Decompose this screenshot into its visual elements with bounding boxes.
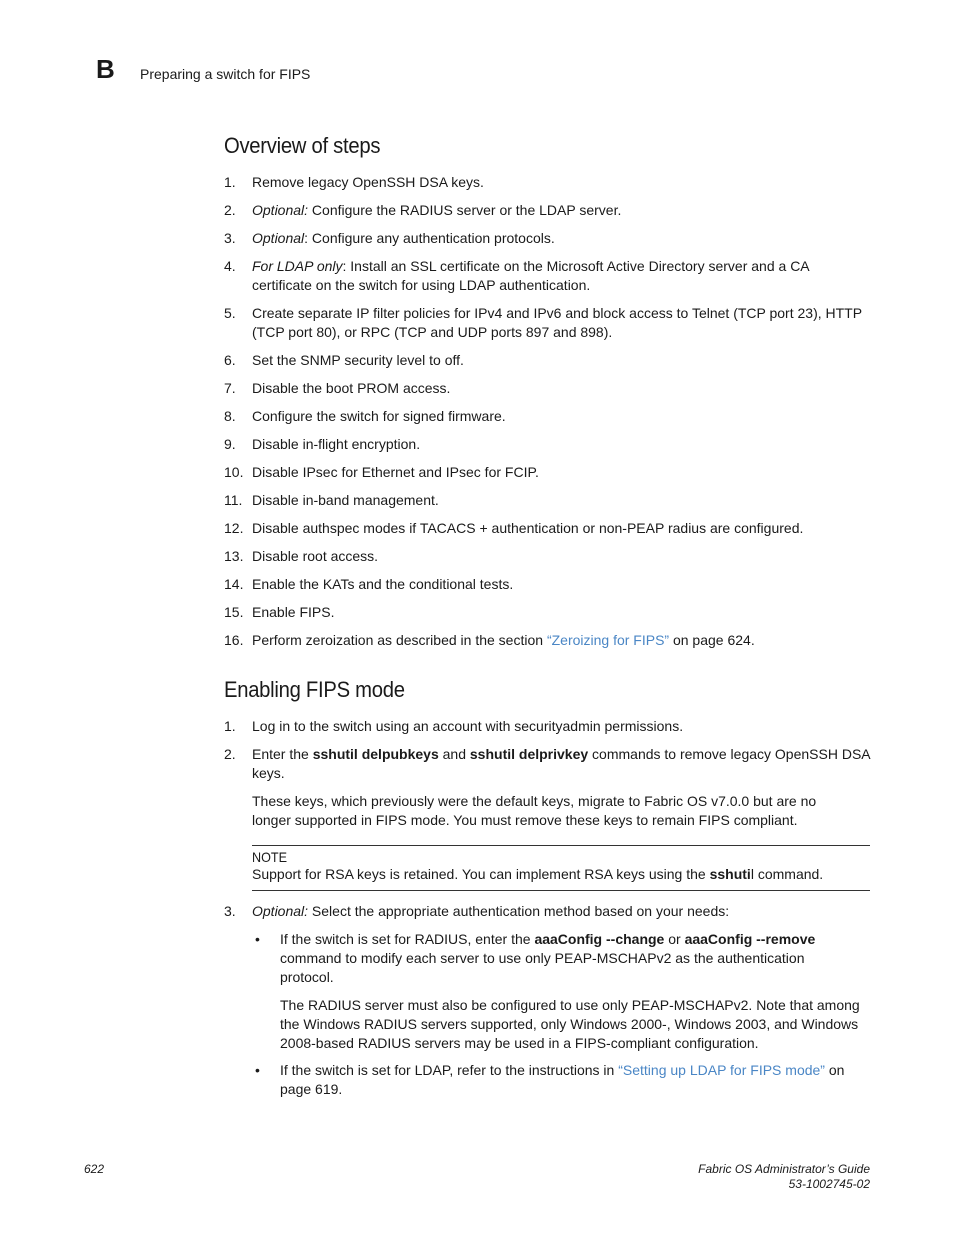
bullet-text (280, 1061, 870, 1099)
command-text: sshutil delpubkeys (312, 746, 439, 762)
overview-step-text (252, 304, 862, 342)
text-run: : Configure any authentication protocols. (304, 230, 555, 246)
text-run: Perform zeroization as described in the section (252, 632, 547, 648)
overview-step-text (252, 351, 862, 370)
text-run: Disable in-band management. (252, 492, 439, 508)
text-run: If the switch is set for LDAP, refer to the instructions in (280, 1062, 619, 1078)
overview-step-text (252, 547, 862, 566)
overview-step-text (252, 435, 862, 454)
overview-step-text (252, 603, 862, 622)
overview-step-text (252, 173, 862, 192)
chapter-letter: B (96, 54, 115, 84)
overview-step-text (252, 491, 862, 510)
text-run: If the switch is set for RADIUS, enter the (280, 931, 535, 947)
text-run: Disable root access. (252, 548, 379, 564)
text-run: on page 619. (280, 1062, 845, 1097)
text-run: : Install an SSL certificate on the Microsoft Active Directory server and a CA certificate on the switch for using LDAP authentication. (252, 258, 809, 293)
text-run: l command. (750, 866, 824, 882)
overview-step-text (252, 631, 862, 650)
overview-step-number: 16. (224, 632, 244, 648)
text-run: Disable in-flight encryption. (252, 436, 421, 452)
text-run: commands to remove legacy OpenSSH DSA keys. (252, 746, 870, 781)
overview-step-number: 4. (224, 258, 236, 274)
text-run: Configure the switch for signed firmware. (252, 408, 506, 424)
bullet-text (280, 930, 850, 987)
text-run: command to modify each server to use only PEAP-MSCHAPv2 as the authentication protocol. (280, 950, 805, 985)
text-run: Remove legacy OpenSSH DSA keys. (252, 174, 484, 190)
note-label: NOTE (252, 849, 288, 865)
text-run: Set the SNMP security level to off. (252, 352, 464, 368)
command-text: aaaConfig --remove (684, 931, 816, 947)
overview-step-number: 7. (224, 380, 236, 396)
note-text (252, 865, 870, 884)
overview-step-number: 3. (224, 230, 236, 246)
overview-step-text (252, 407, 862, 426)
enabling-step-number: 1. (224, 718, 236, 734)
italic-text: Optional (252, 230, 305, 246)
overview-step-text (252, 229, 862, 248)
overview-step-number: 9. (224, 436, 236, 452)
text-run: Configure the RADIUS server or the LDAP server. (308, 202, 622, 218)
overview-step-number: 13. (224, 548, 244, 564)
enabling-step-number: 3. (224, 903, 236, 919)
overview-step-number: 12. (224, 520, 244, 536)
overview-step-text (252, 519, 862, 538)
overview-step-text (252, 575, 862, 594)
bullet-icon: • (255, 931, 260, 947)
enabling-step-number: 2. (224, 746, 236, 762)
text-run: Create separate IP filter policies for IPv4 and IPv6 and block access to Telnet (TCP port 23), HTTP (TCP port 80), or RPC (TCP and UDP ports 897 and 898). (252, 305, 862, 340)
overview-step-number: 6. (224, 352, 236, 368)
book-title: Fabric OS Administrator’s Guide (698, 1162, 870, 1176)
overview-step-text (252, 257, 862, 295)
running-header: Preparing a switch for FIPS (140, 66, 311, 82)
text-run: Select the appropriate authentication method based on your needs: (308, 903, 730, 919)
text-run: Enable FIPS. (252, 604, 335, 620)
doc-number: 53-1002745-02 (788, 1177, 870, 1191)
text-run: and (438, 746, 470, 762)
text-run: Support for RSA keys is retained. You can implement RSA keys using the (252, 866, 710, 882)
overview-step-number: 11. (224, 492, 243, 508)
page-number: 622 (84, 1162, 105, 1176)
text-run: Disable IPsec for Ethernet and IPsec for FCIP. (252, 464, 539, 480)
italic-text: Optional: (252, 903, 309, 919)
step-paragraph: These keys, which previously were the default keys, migrate to Fabric OS v7.0.0 but are no longer supported in FIPS mode. You must remove these keys to remain FIPS compliant. (252, 793, 817, 828)
overview-step-text (252, 201, 862, 220)
italic-text: Optional: (252, 202, 309, 218)
command-text: sshuti (709, 866, 751, 882)
cross-reference-link[interactable]: “Setting up LDAP for FIPS mode” (618, 1062, 825, 1078)
overview-step-number: 5. (224, 305, 236, 321)
bullet-icon: • (255, 1062, 260, 1078)
enabling-heading: Enabling FIPS mode (224, 677, 405, 702)
overview-heading: Overview of steps (224, 133, 381, 158)
overview-step-text (252, 379, 862, 398)
command-text: aaaConfig --change (534, 931, 665, 947)
text-run: Enable the KATs and the conditional tests. (252, 576, 514, 592)
note-top-rule (252, 845, 870, 846)
text-run: or (664, 931, 685, 947)
overview-step-number: 14. (224, 576, 244, 592)
overview-step-number: 1. (224, 174, 236, 190)
italic-text: For LDAP only (252, 258, 343, 274)
note-bottom-rule (252, 890, 870, 891)
overview-step-text (252, 463, 862, 482)
enabling-step-text (252, 902, 870, 921)
text-run: Disable the boot PROM access. (252, 380, 451, 396)
text-run: Enter the (252, 746, 313, 762)
text-run: Disable authspec modes if TACACS + authentication or non-PEAP radius are configured. (252, 520, 804, 536)
overview-step-number: 10. (224, 464, 244, 480)
overview-step-number: 15. (224, 604, 244, 620)
enabling-step-text (252, 745, 870, 783)
bullet-paragraph: The RADIUS server must also be configured to use only PEAP-MSCHAPv2. Note that among the Windows RADIUS servers supported, only Windows 2000-, Windows 2003, and Windows 2008-based RADIUS servers may be used in a FIPS-compliant configuration. (280, 997, 860, 1051)
command-text: sshutil delprivkey (469, 746, 589, 762)
overview-step-number: 8. (224, 408, 236, 424)
enabling-step-text: Log in to the switch using an account with securityadmin permissions. (252, 718, 684, 734)
cross-reference-link[interactable]: “Zeroizing for FIPS” (546, 632, 670, 648)
text-run: on page 624. (669, 632, 755, 648)
overview-step-number: 2. (224, 202, 236, 218)
